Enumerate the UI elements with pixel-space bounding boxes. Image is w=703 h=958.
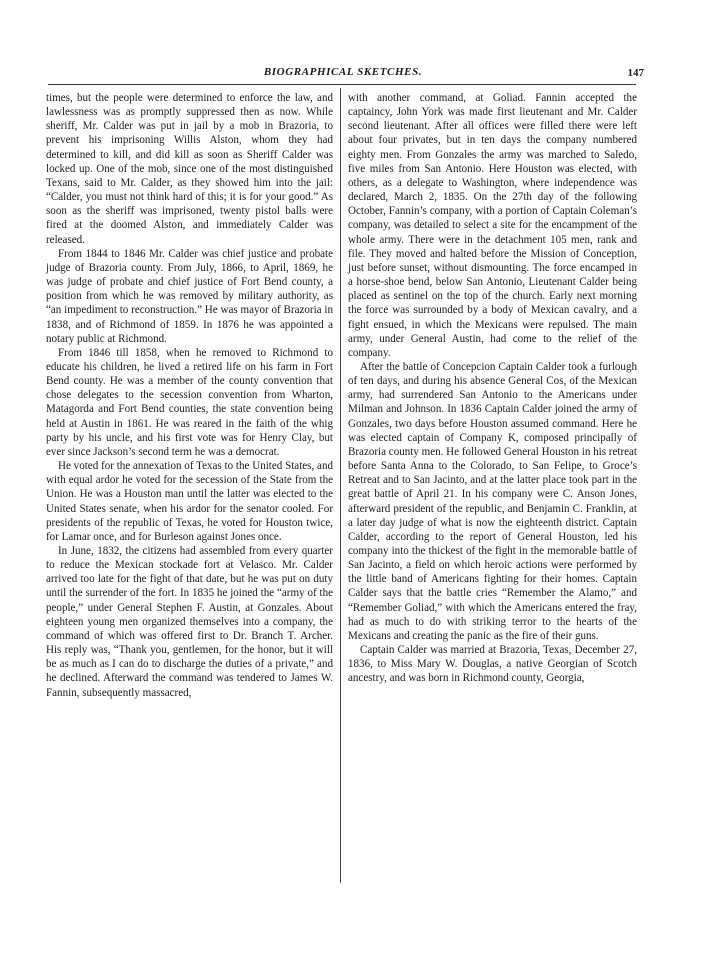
paragraph: He voted for the annexation of Texas to the United States, and with equal ardor he voted for the secession of the State from the Union. He was a Houston man until the latter was elected to the United States senate, when his ardor for the senator cooled. For presidents of the republic of Texas, he voted for Houston twice, for Lamar once, and for Burleson against Jones once. — [46, 460, 333, 543]
left-column — [46, 91, 333, 700]
paragraph: times, but the people were determined to enforce the law, and lawlessness was as promptly suppressed then as now. While sheriff, Mr. Calder was put in jail by a mob in Brazoria, to prevent his imprisoning Willis Alston, whom they had determined to kill, and did kill as soon as Sheriff Calder was locked up. One of the mob, since one of the most distinguished Texans, said to Mr. Calder, as they showed him into the jail: “Calder, you must not think hard of this; it is for your good.” As soon as the sheriff was imprisoned, twenty pistol balls were fired at the doomed Alston, and immediately Calder was released. — [46, 92, 333, 246]
column-divider — [340, 88, 341, 883]
paragraph: Captain Calder was married at Brazoria, Texas, December 27, 1836, to Miss Mary W. Douglas, a native Georgian of Scotch ancestry, and was born in Richmond county, Georgia, — [348, 644, 637, 685]
paragraph: From 1844 to 1846 Mr. Calder was chief justice and probate judge of Brazoria county. From July, 1866, to April, 1869, he was judge of probate and chief justice of Fort Bend county, a position from which he was removed by military authority, as “an impediment to reconstruction.” He was mayor of Brazoria in 1838, and of Richmond of 1859. In 1876 he was appointed a notary public at Richmond. — [46, 247, 333, 345]
right-column — [348, 91, 637, 686]
paragraph: with another command, at Goliad. Fannin accepted the captaincy, John York was made first lieutenant and Mr. Calder second lieutenant. After all offices were filled there were left about four privates, but in ten days the company numbered eighty men. From Gonzales the army was marched to Saledo, five miles from San Antonio. Here Houston was elected, with others, as a delegate to Washington, where independence was declared, March 2, 1835. On the 27th day of the following October, Fannin’s company, with a portion of Captain Coleman’s company, was detailed to select a site for the encampment of the whole army. There were in the detachment 105 men, rank and file. They moved and halted before the Mission of Conception, just before sunset, without dismounting. The force encamped in a horse-shoe bend, below San Antonio, Lieutenant Calder being placed as sentinel on the top of the church. Early next morning the force was surrounded by a body of Mexican cavalry, and a fight ensued, in which the Mexicans were repulsed. The main army, under General Austin, had come to the relief of the company. — [348, 92, 637, 359]
page-number: 147 — [627, 67, 644, 79]
paragraph: In June, 1832, the citizens had assembled from every quarter to reduce the Mexican stockade fort at Velasco. Mr. Calder arrived too late for the fight of that date, but he was put on duty until the surrender of the fort. In 1835 he joined the “army of the people,” under General Stephen F. Austin, at Gonzales. About eighteen young men organized themselves into a company, the command of which was offered first to Dr. Branch T. Archer. His reply was, “Thank you, gentlemen, for the honor, but it will be as much as I can do to discharge the duties of a private,” and he declined. Afterward the command was tendered to James W. Fannin, subsequently massacred, — [46, 545, 333, 699]
running-header — [48, 66, 644, 84]
paragraph: From 1846 till 1858, when he removed to Richmond to educate his children, he lived a retired life on his farm in Fort Bend county. He was a member of the county convention that chose delegates to the secession convention from Wharton, Matagorda and Fort Bend counties, the state convention being held at Austin in 1861. He was reared in the faith of the whig party by his uncle, and his first vote was for Henry Clay, but ever since Jackson’s second term he was a democrat. — [46, 346, 333, 458]
paragraph: After the battle of Concepcion Captain Calder took a furlough of ten days, and during his absence General Cos, of the Mexican army, had surrendered San Antonio to the Americans under Milman and Johnson. In 1836 Captain Calder joined the army of Gonzales, two days before Houston assumed command. Here he was elected captain of Company K, composed principally of Brazoria county men. He followed General Houston in his retreat before Santa Anna to the Colorado, to San Felipe, to Groce’s Retreat and to San Jacinto, and at the latter place took part in the great battle of April 21. In his company were C. Anson Jones, afterward president of the republic, and Benjamin C. Franklin, at a later day judge of what is now the eighteenth district. Captain Calder, according to the report of General Houston, led his company into the thickest of the fight in the memorable battle of San Jacinto, a field on which heroic actions were performed by the little band of Americans fighting for their homes. Captain Calder says that the battle cries “Remember the Alamo,” and “Remember Goliad,” with which the Americans entered the fray, had as much to do with striking terror to the hearts of the Mexicans and creating the panic as the fire of their guns. — [348, 360, 637, 642]
header-title: BIOGRAPHICAL SKETCHES. — [263, 66, 423, 78]
header-rule — [48, 84, 636, 85]
